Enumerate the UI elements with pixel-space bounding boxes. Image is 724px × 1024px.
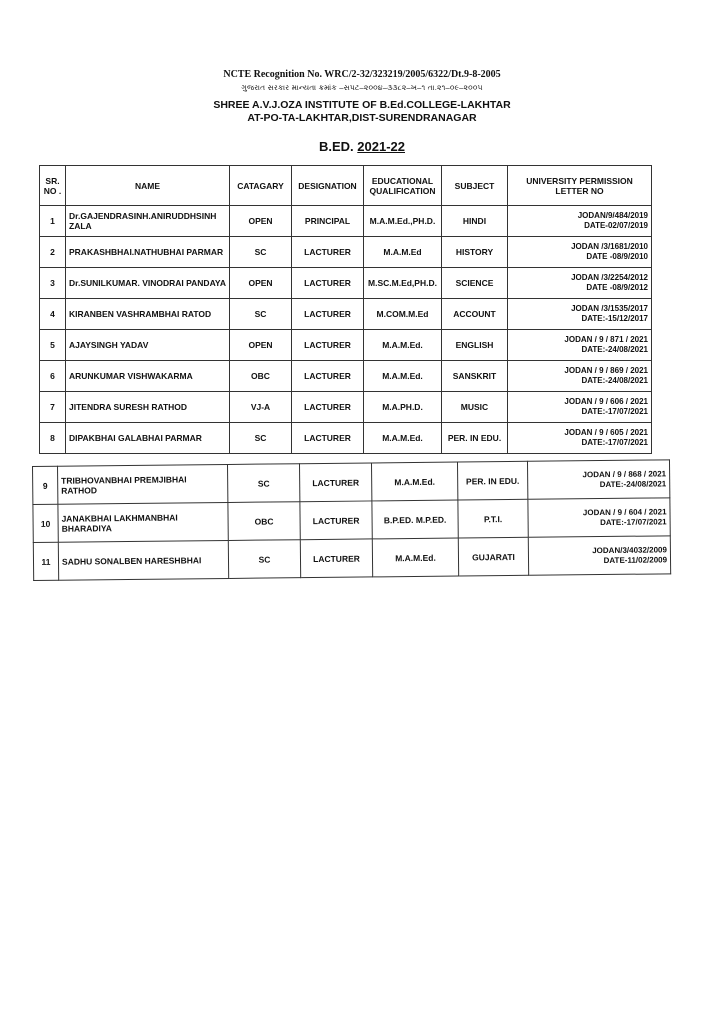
- letter-date: DATE:-17/07/2021: [600, 516, 667, 527]
- cell-name: JITENDRA SURESH RATHOD: [66, 392, 230, 423]
- table-row: [40, 423, 652, 454]
- cell-qualification: M.SC.M.Ed,PH.D.: [364, 268, 442, 299]
- header-qualification: EDUCATIONAL QUALIFICATION: [364, 166, 442, 206]
- gujarat-recognition: ગુજરાત સરકાર માન્યતા ક્રમાંક –સપટ–૨૦૦૪–૩૩૮૨–ખ–૧ તા.૨૧–૦૯–૨૦૦૫: [241, 83, 483, 92]
- cell-name: AJAYSINGH YADAV: [66, 330, 230, 361]
- cell-qualification: M.A.M.Ed.: [372, 538, 458, 577]
- cell-name: Dr.SUNILKUMAR. VINODRAI PANDAYA: [66, 268, 230, 299]
- letter-number: JODAN/9/484/2019: [577, 211, 648, 220]
- letter-number: JODAN /3/2254/2012: [571, 273, 648, 282]
- staff-table-continued-body: [33, 460, 671, 581]
- cell-name: TRIBHOVANBHAI PREMJIBHAI RATHOD: [58, 464, 228, 504]
- cell-subject: ENGLISH: [442, 330, 508, 361]
- cell-qualification: M.A.M.Ed.: [364, 361, 442, 392]
- cell-designation: LACTURER: [292, 237, 364, 268]
- cell-sr-no: 7: [40, 392, 66, 423]
- cell-qualification: M.COM.M.Ed: [364, 299, 442, 330]
- cell-category: VJ-A: [230, 392, 292, 423]
- course-title: [0, 139, 724, 154]
- letter-number: JODAN /3/1535/2017: [571, 304, 648, 313]
- cell-letter-no: [528, 498, 670, 537]
- letter-number: JODAN /3/1681/2010: [571, 242, 648, 251]
- course-name: B.ED.: [318, 139, 354, 154]
- table-row: [40, 206, 652, 237]
- cell-subject: PER. IN EDU.: [442, 423, 508, 454]
- cell-subject: PER. IN EDU.: [457, 461, 527, 500]
- academic-year: 2021-22: [357, 139, 405, 154]
- header-sr-no: SR. NO .: [40, 166, 66, 206]
- cell-subject: ACCOUNT: [442, 299, 508, 330]
- letter-date: DATE:-17/07/2021: [581, 407, 648, 416]
- table-row: [33, 460, 670, 505]
- cell-qualification: M.A.M.Ed.: [364, 330, 442, 361]
- cell-letter-no: [508, 361, 652, 392]
- institute-name: SHREE A.V.J.OZA INSTITUTE OF B.Ed.COLLEGE-LAKHTAR: [213, 99, 511, 111]
- letter-number: JODAN / 9 / 605 / 2021: [564, 428, 648, 437]
- table-row: [33, 498, 670, 543]
- cell-designation: LACTURER: [292, 299, 364, 330]
- letter-date: DATE:-24/08/2021: [599, 478, 667, 489]
- letter-date: DATE-11/02/2009: [603, 554, 668, 565]
- cell-designation: LACTURER: [292, 361, 364, 392]
- cell-sr-no: 9: [33, 466, 58, 504]
- letter-date: DATE:-24/08/2021: [581, 345, 648, 354]
- cell-category: OBC: [230, 361, 292, 392]
- cell-designation: LACTURER: [300, 501, 372, 540]
- letter-date: DATE-02/07/2019: [584, 221, 648, 230]
- cell-sr-no: 10: [33, 504, 58, 542]
- header-name: NAME: [66, 166, 230, 206]
- staff-table-continued: [32, 459, 671, 581]
- cell-letter-no: [508, 423, 652, 454]
- cell-name: KIRANBEN VASHRAMBHAI RATOD: [66, 299, 230, 330]
- cell-sr-no: 6: [40, 361, 66, 392]
- letter-number: JODAN / 9 / 868 / 2021: [582, 468, 667, 479]
- table-row: [40, 268, 652, 299]
- cell-name: JANAKBHAI LAKHMANBHAI BHARADIYA: [58, 502, 228, 542]
- cell-sr-no: 1: [40, 206, 66, 237]
- cell-subject: SCIENCE: [442, 268, 508, 299]
- cell-category: OPEN: [230, 206, 292, 237]
- cell-designation: LACTURER: [292, 423, 364, 454]
- cell-subject: GUJARATI: [458, 537, 528, 576]
- cell-name: DIPAKBHAI GALABHAI PARMAR: [66, 423, 230, 454]
- letter-date: DATE:-17/07/2021: [581, 438, 648, 447]
- cell-category: SC: [230, 423, 292, 454]
- cell-category: SC: [227, 464, 299, 503]
- cell-category: OBC: [228, 502, 300, 541]
- cell-category: SC: [230, 237, 292, 268]
- cell-subject: P.T.I.: [458, 499, 528, 538]
- letter-number: JODAN/3/4032/2009: [592, 544, 667, 555]
- header-category: CATAGARY: [230, 166, 292, 206]
- letter-date: DATE -08/9/2012: [586, 283, 648, 292]
- cell-designation: LACTURER: [292, 330, 364, 361]
- cell-qualification: M.A.M.Ed.,PH.D.: [364, 206, 442, 237]
- letter-number: JODAN / 9 / 606 / 2021: [564, 397, 648, 406]
- cell-designation: LACTURER: [292, 268, 364, 299]
- letter-number: JODAN / 9 / 604 / 2021: [582, 506, 667, 517]
- letter-date: DATE -08/9/2010: [586, 252, 648, 261]
- institute-address: AT-PO-TA-LAKHTAR,DIST-SURENDRANAGAR: [247, 112, 477, 124]
- cell-qualification: M.A.PH.D.: [364, 392, 442, 423]
- cell-subject: MUSIC: [442, 392, 508, 423]
- table-row: [40, 392, 652, 423]
- cell-sr-no: 4: [40, 299, 66, 330]
- cell-designation: LACTURER: [299, 463, 371, 502]
- cell-name: SADHU SONALBEN HARESHBHAI: [58, 540, 228, 580]
- cell-qualification: M.A.M.Ed: [364, 237, 442, 268]
- cell-letter-no: [508, 237, 652, 268]
- cell-name: ARUNKUMAR VISHWAKARMA: [66, 361, 230, 392]
- header-subject: SUBJECT: [442, 166, 508, 206]
- cell-letter-no: [508, 206, 652, 237]
- letter-date: DATE:-15/12/2017: [581, 314, 648, 323]
- table-row: [40, 237, 652, 268]
- letter-number: JODAN / 9 / 871 / 2021: [564, 335, 648, 344]
- table-header-row: [40, 166, 652, 206]
- header-letter-no: UNIVERSITY PERMISSION LETTER NO: [508, 166, 652, 206]
- cell-sr-no: 8: [40, 423, 66, 454]
- cell-letter-no: [508, 330, 652, 361]
- cell-qualification: B.P.ED. M.P.ED.: [372, 500, 458, 539]
- cell-category: OPEN: [230, 268, 292, 299]
- cell-designation: LACTURER: [292, 392, 364, 423]
- cell-qualification: M.A.M.Ed.: [371, 462, 457, 501]
- cell-letter-no: [508, 268, 652, 299]
- cell-letter-no: [527, 460, 669, 499]
- cell-category: SC: [228, 540, 300, 579]
- table-row: [40, 330, 652, 361]
- letter-date: DATE:-24/08/2021: [581, 376, 648, 385]
- cell-sr-no: 3: [40, 268, 66, 299]
- cell-name: Dr.GAJENDRASINH.ANIRUDDHSINH ZALA: [66, 206, 230, 237]
- cell-category: SC: [230, 299, 292, 330]
- table-row: [40, 361, 652, 392]
- cell-subject: HISTORY: [442, 237, 508, 268]
- header-designation: DESIGNATION: [292, 166, 364, 206]
- cell-qualification: M.A.M.Ed.: [364, 423, 442, 454]
- table-row: [40, 299, 652, 330]
- cell-letter-no: [508, 392, 652, 423]
- cell-sr-no: 5: [40, 330, 66, 361]
- cell-letter-no: [528, 536, 670, 575]
- ncte-recognition: NCTE Recognition No. WRC/2-32/323219/2005/6322/Dt.9-8-2005: [223, 69, 501, 80]
- cell-designation: PRINCIPAL: [292, 206, 364, 237]
- cell-subject: SANSKRIT: [442, 361, 508, 392]
- table-row: [33, 536, 670, 581]
- cell-subject: HINDI: [442, 206, 508, 237]
- staff-table-body: [40, 206, 652, 454]
- cell-sr-no: 11: [33, 542, 58, 580]
- staff-table: [39, 165, 652, 454]
- cell-name: PRAKASHBHAI.NATHUBHAI PARMAR: [66, 237, 230, 268]
- cell-designation: LACTURER: [300, 539, 372, 578]
- cell-letter-no: [508, 299, 652, 330]
- cell-category: OPEN: [230, 330, 292, 361]
- letter-number: JODAN / 9 / 869 / 2021: [564, 366, 648, 375]
- cell-sr-no: 2: [40, 237, 66, 268]
